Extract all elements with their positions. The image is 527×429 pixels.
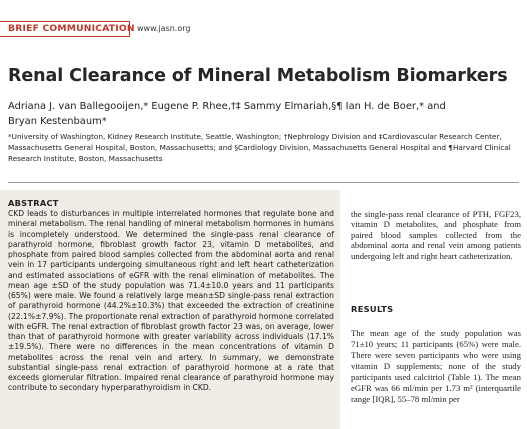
author-list [8,99,513,129]
body-intro-paragraph: the single-pass renal clearance of PTH, FGF23, vitamin D metabolites, and phosphate from paired blood samples collected from the abdominal aorta and renal vein among patients undergoing left and right heart catheterization. [351,209,521,261]
authors-line-1: Adriana J. van Ballegooijen,* Eugene P. Rhee,†‡ Sammy Elmariah,§¶ Ian H. de Boer,* and [8,101,446,112]
abstract-text: CKD leads to disturbances in multiple interrelated hormones that regulate bone and mineral metabolism. The renal handling of mineral metabolism hormones in humans is incompletely understood. We determined the single-pass renal clearance of parathyroid hormone, fibroblast growth factor 23, vitamin D metabolites, and phosphate from paired blood samples collected from the abdominal aorta and renal vein in 17 participants undergoing simultaneous right and left heart catheterization and estimated associations of eGFR with the renal elimination of metabolites. The mean age ±SD of the study population was 71.4±10.0 years and 11 participants (65%) were male. We found a relatively large mean±SD single-pass renal extraction of parathyroid hormone (44.2%±10.3%) that exceeded the extraction of creatinine (22.1%±7.9%). The proportionate renal extraction of parathyroid hormone correlated with eGFR. The renal extraction of fibroblast growth factor 23 was, on average, lower than that of parathyroid hormone with greater variability across individuals (17.1%±19.5%). There were no differences in the mean concentrations of vitamin D metabolites across the renal vein and artery. In summary, we demonstrate substantial single-pass renal extraction of parathyroid hormone at a rate that exceeds glomerular filtration. Impaired renal clearance of parathyroid hormone may contribute to secondary hyperparathyroidism in CKD. [8,209,334,393]
article-title: Renal Clearance of Mineral Metabolism Biomarkers [8,66,508,86]
results-heading: RESULTS [351,304,394,314]
abstract-heading: ABSTRACT [8,198,59,208]
results-paragraph: The mean age of the study population was 71±10 years; 11 participants (65%) were male. There were seven participants who were using vitamin D supplements; none of the study participants used calcitriol (Table 1). The mean eGFR was 66 ml/min per 1.73 m² (interquartile range [IQR], 55–78 ml/min per [351,328,521,404]
journal-website: www.jasn.org [137,24,191,33]
section-badge [0,21,135,37]
section-label: BRIEF COMMUNICATION [8,23,135,34]
header-divider [8,182,519,183]
affiliations: *University of Washington, Kidney Research Institute, Seattle, Washington; †Nephrology Division and ‡Cardiovascular Research Center, Massachusetts General Hospital, Boston, Massachusetts; and §Cardiology Division, Massachusetts General Hospital and ¶Harvard Clinical Research Institute, Boston, Massachusetts [8,132,511,163]
authors-line-2: Bryan Kestenbaum* [8,116,107,127]
